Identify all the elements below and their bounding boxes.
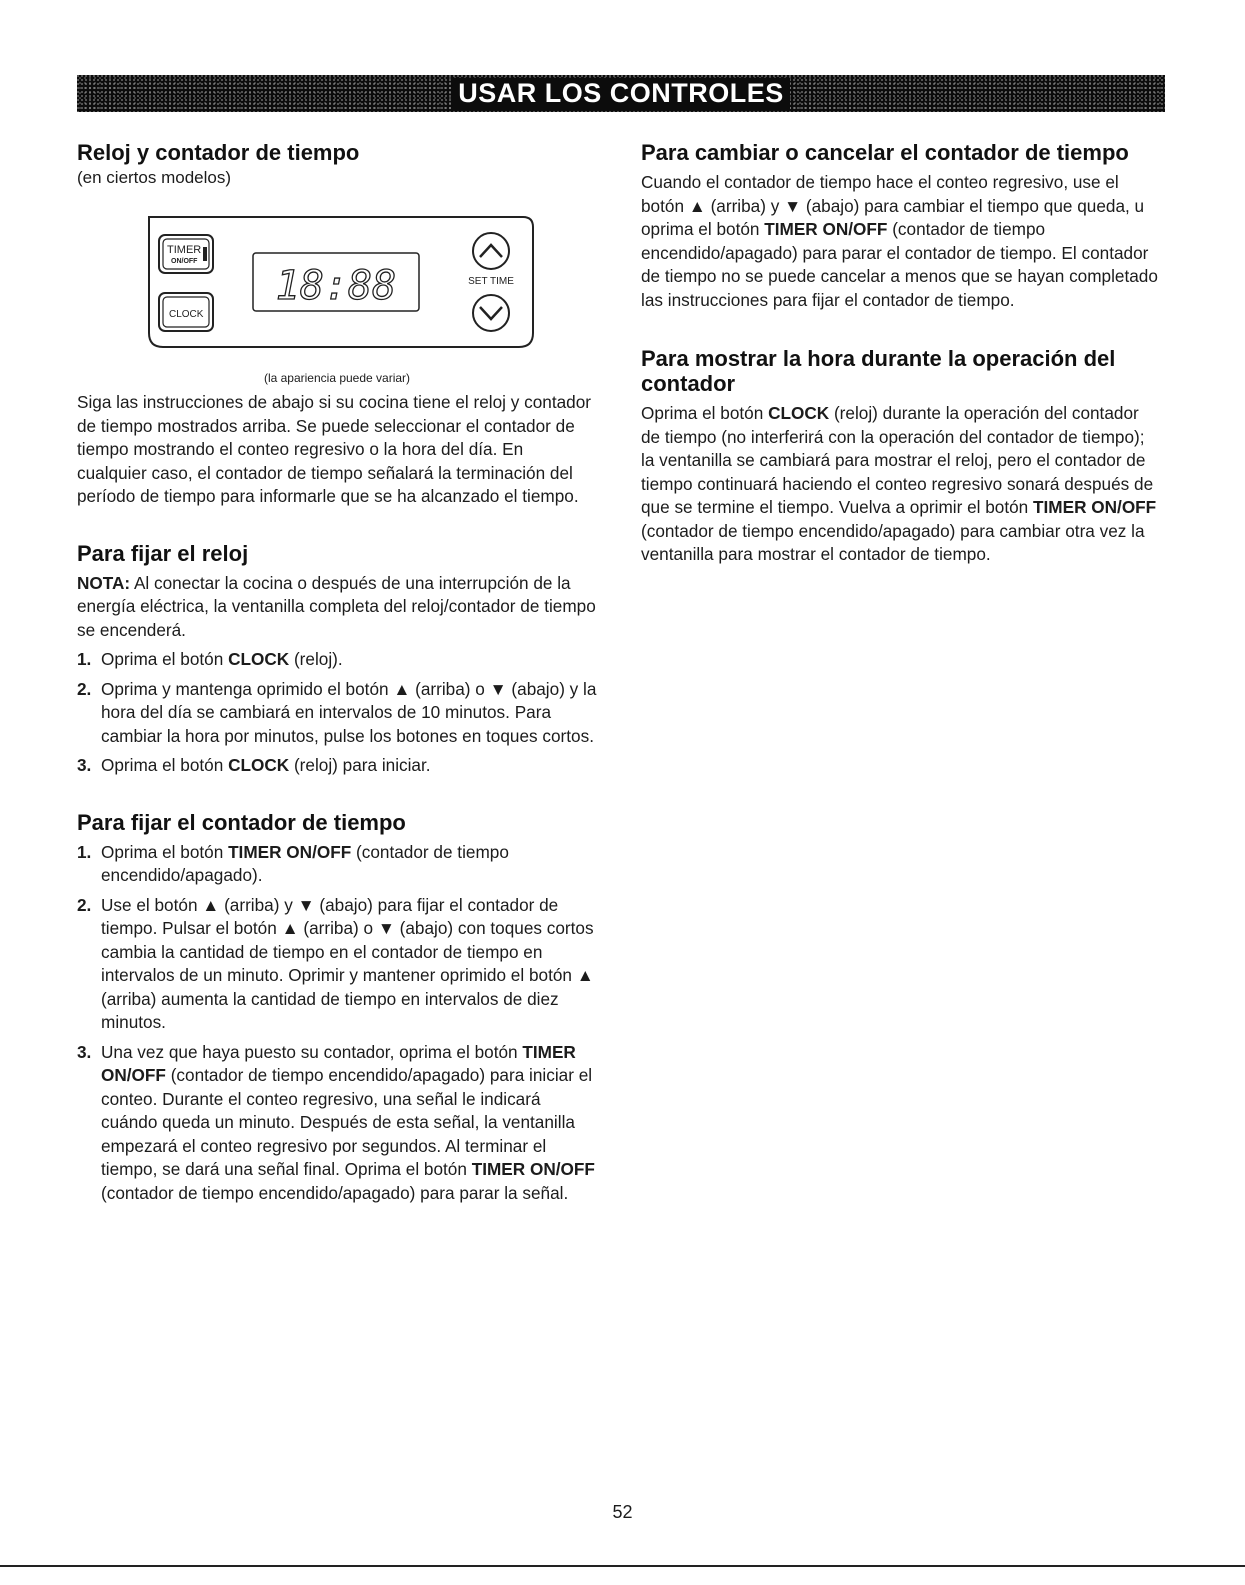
bold-term: CLOCK — [228, 755, 290, 775]
step-number: 3. — [77, 755, 92, 775]
banner-title: USAR LOS CONTROLES — [452, 78, 790, 109]
left-column — [77, 140, 597, 1211]
clock-timer-heading: Reloj y contador de tiempo — [77, 140, 360, 165]
up-arrow-button[interactable] — [473, 233, 509, 269]
step-number: 2. — [77, 894, 92, 915]
models-note: (en ciertos modelos) — [77, 168, 232, 187]
timer-label: TIMER — [167, 244, 202, 256]
bold-term: TIMER ON/OFF — [764, 219, 888, 239]
text-run: (reloj) durante la operación del contador de tiempo (no interferirá con la operación del contador de tiempo); la ventanilla se cambiará para mostrar el reloj, pero el contador de tiempo continuará haciendo el conteo regresivo sonará después de que se termine el tiempo. Vuelva a oprimir el botón — [641, 403, 1154, 517]
timer-sub-label: ON/OFF — [171, 258, 198, 265]
bold-term: TIMER ON/OFF — [471, 1159, 595, 1179]
display-digits: 18:88 — [275, 263, 397, 309]
set-timer-section — [77, 810, 597, 1206]
text-run: Oprima el botón — [641, 403, 769, 423]
note-text: Al conectar la cocina o después de una interrupción de la energía eléctrica, la ventanilla completa del reloj/contador de tiempo se encenderá. — [77, 572, 596, 640]
show-time-heading: Para mostrar la hora durante la operación del contador — [641, 346, 1116, 396]
down-arrow-button[interactable] — [473, 295, 509, 331]
intro-paragraph: Siga las instrucciones de abajo si su cocina tiene el reloj y contador de tiempo mostrados arriba. Se puede seleccionar el contador de tiempo mostrando el conteo regresivo o la hora del día. En cualquier caso, el contador de tiempo señalará la terminación del período de tiempo para informarle que se ha alcanzado el tiempo. — [77, 392, 592, 506]
clock-button[interactable] — [159, 293, 213, 331]
text-run: (contador de tiempo encendido/apagado) para parar la señal. — [101, 1182, 569, 1203]
text-run: Oprima el botón — [101, 841, 229, 862]
show-time-paragraph — [641, 402, 1161, 567]
text-run: (contador de tiempo encendido/apagado) para cambiar otra vez la ventanilla para mostrar el contador de tiempo. — [641, 520, 1145, 564]
right-column — [641, 140, 1161, 567]
step-number: 1. — [77, 841, 92, 862]
bold-term: TIMER ON/OFF — [101, 1041, 576, 1085]
text-run: (contador de tiempo encendido/apagado) para iniciar el conteo. Durante el conteo regresivo, una señal le indicará cuándo queda un minuto. Después de esta señal, la ventanilla empezará el conteo regresivo por segundos. Al terminar el tiempo, se dará una señal final. Oprima el botón — [101, 1065, 593, 1179]
step-item — [77, 1041, 597, 1206]
bold-term: CLOCK — [768, 403, 830, 423]
figure-caption: (la apariencia puede variar) — [263, 371, 411, 385]
set-clock-section — [77, 541, 597, 778]
step-item — [77, 894, 597, 1035]
chevron-down-icon — [480, 307, 502, 319]
text-run: Cuando el contador de tiempo hace el conteo regresivo, use el botón ▲ (arriba) y ▼ (abajo) para cambiar el tiempo que queda, u oprima el botón — [641, 172, 1145, 239]
change-timer-heading: Para cambiar o cancelar el contador de tiempo — [641, 140, 1129, 165]
step-item — [77, 648, 597, 672]
text-run: (reloj) para iniciar. — [289, 755, 431, 775]
timer-onoff-button[interactable] — [159, 235, 213, 273]
bottom-rule — [0, 1565, 1245, 1567]
bold-term: TIMER ON/OFF — [228, 841, 352, 862]
page-number: 52 — [612, 1502, 633, 1522]
bold-term: TIMER ON/OFF — [1033, 497, 1157, 517]
text-run: Use el botón ▲ (arriba) y ▼ (abajo) para fijar el contador de tiempo. Pulsar el botón ▲ (arriba) o ▼ (abajo) con toques cortos cambia la cantidad de tiempo en el contador de tiempo en intervalos de un minuto. Oprimir y mantener oprimido el botón ▲ (arriba) aumenta la cantidad de tiempo en intervalos de diez minutos. — [101, 894, 594, 1032]
text-run: (reloj). — [289, 649, 343, 669]
note-label: NOTA: — [77, 572, 131, 593]
set-time-label: SET TIME — [468, 276, 514, 287]
text-run: Oprima el botón — [101, 755, 229, 775]
set-clock-steps — [77, 648, 597, 778]
step-number: 2. — [77, 678, 92, 699]
text-run: (contador de tiempo encendido/apagado) para parar el contador de tiempo. El contador de tiempo no se puede cancelar a menos que se hayan completado las instrucciones para fijar el contador de tiempo. — [641, 219, 1158, 310]
step-number: 3. — [77, 1041, 92, 1062]
bold-term: CLOCK — [228, 649, 290, 669]
set-timer-heading: Para fijar el contador de tiempo — [77, 809, 406, 835]
text-run: Oprima el botón — [101, 649, 229, 669]
step-item — [77, 678, 597, 749]
set-timer-steps — [77, 841, 597, 1206]
step-number: 1. — [77, 649, 92, 669]
set-clock-heading: Para fijar el reloj — [77, 540, 249, 566]
control-panel-drawing — [141, 207, 541, 357]
set-clock-note — [77, 572, 597, 643]
section-banner — [77, 75, 1165, 112]
chevron-up-icon — [480, 245, 502, 257]
text-run: (contador de tiempo encendido/apagado). — [101, 841, 509, 885]
show-time-section — [641, 346, 1161, 567]
change-timer-section — [641, 140, 1161, 312]
change-timer-paragraph — [641, 171, 1161, 312]
text-run: Oprima y mantenga oprimido el botón ▲ (arriba) o ▼ (abajo) y la hora del día se cambiará en intervalos de 10 minutos. Para cambiar la hora por minutos, pulse los botones en toques cortos. — [101, 678, 597, 746]
clock-label: CLOCK — [169, 309, 204, 320]
step-item — [77, 841, 597, 888]
text-run: Una vez que haya puesto su contador, oprima el botón — [101, 1041, 523, 1062]
digital-display — [253, 253, 419, 311]
control-panel-illustration — [141, 207, 541, 357]
step-item — [77, 754, 597, 778]
